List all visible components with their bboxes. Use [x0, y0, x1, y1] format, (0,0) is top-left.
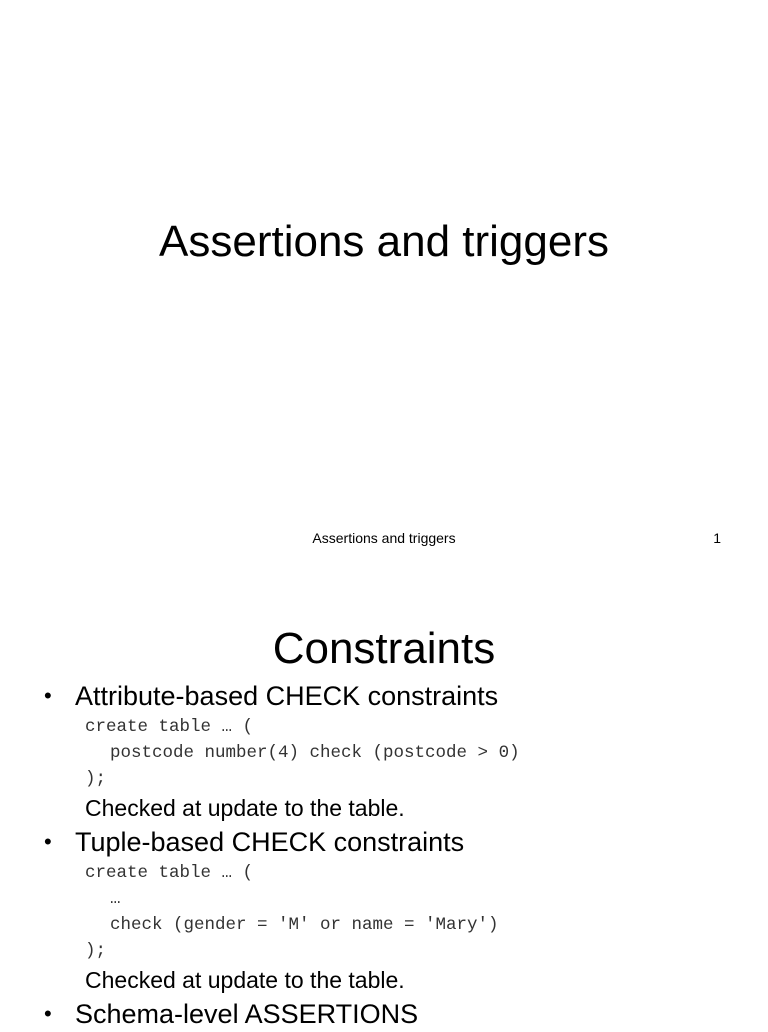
bullet-note: Checked at update to the table.	[85, 795, 405, 821]
bullet-section	[0, 824, 768, 996]
bullet-heading	[0, 996, 768, 1032]
bullet-list	[0, 678, 768, 1032]
bullet-section	[0, 678, 768, 824]
bullet-dot-icon: •	[44, 1001, 52, 1026]
bullet-heading	[0, 678, 768, 714]
slide-page-number: 1	[713, 530, 721, 546]
code-line: postcode number(4) check (postcode > 0)	[110, 743, 520, 763]
code-line: create table … (	[85, 717, 254, 737]
code-line: );	[85, 769, 107, 789]
code-line: check (gender = 'M' or name = 'Mary')	[110, 915, 499, 935]
bullet-dot-icon: •	[44, 683, 52, 708]
code-line: );	[85, 941, 107, 961]
bullet-heading-text: Attribute-based CHECK constraints	[75, 681, 499, 711]
slide-title: Constraints	[272, 624, 496, 673]
bullet-heading	[0, 824, 768, 860]
bullet-dot-icon: •	[44, 829, 52, 854]
slide-title: Assertions and triggers	[159, 217, 609, 266]
bullet-note: Checked at update to the table.	[85, 967, 405, 993]
constraints-slide	[0, 576, 768, 1029]
slide-footer-text: Assertions and triggers	[312, 530, 456, 546]
code-line: …	[110, 889, 121, 909]
bullet-heading-text: Schema-level ASSERTIONS	[75, 999, 419, 1029]
bullet-section	[0, 996, 768, 1032]
code-line: create table … (	[85, 863, 254, 883]
bullet-heading-text: Tuple-based CHECK constraints	[75, 827, 465, 857]
